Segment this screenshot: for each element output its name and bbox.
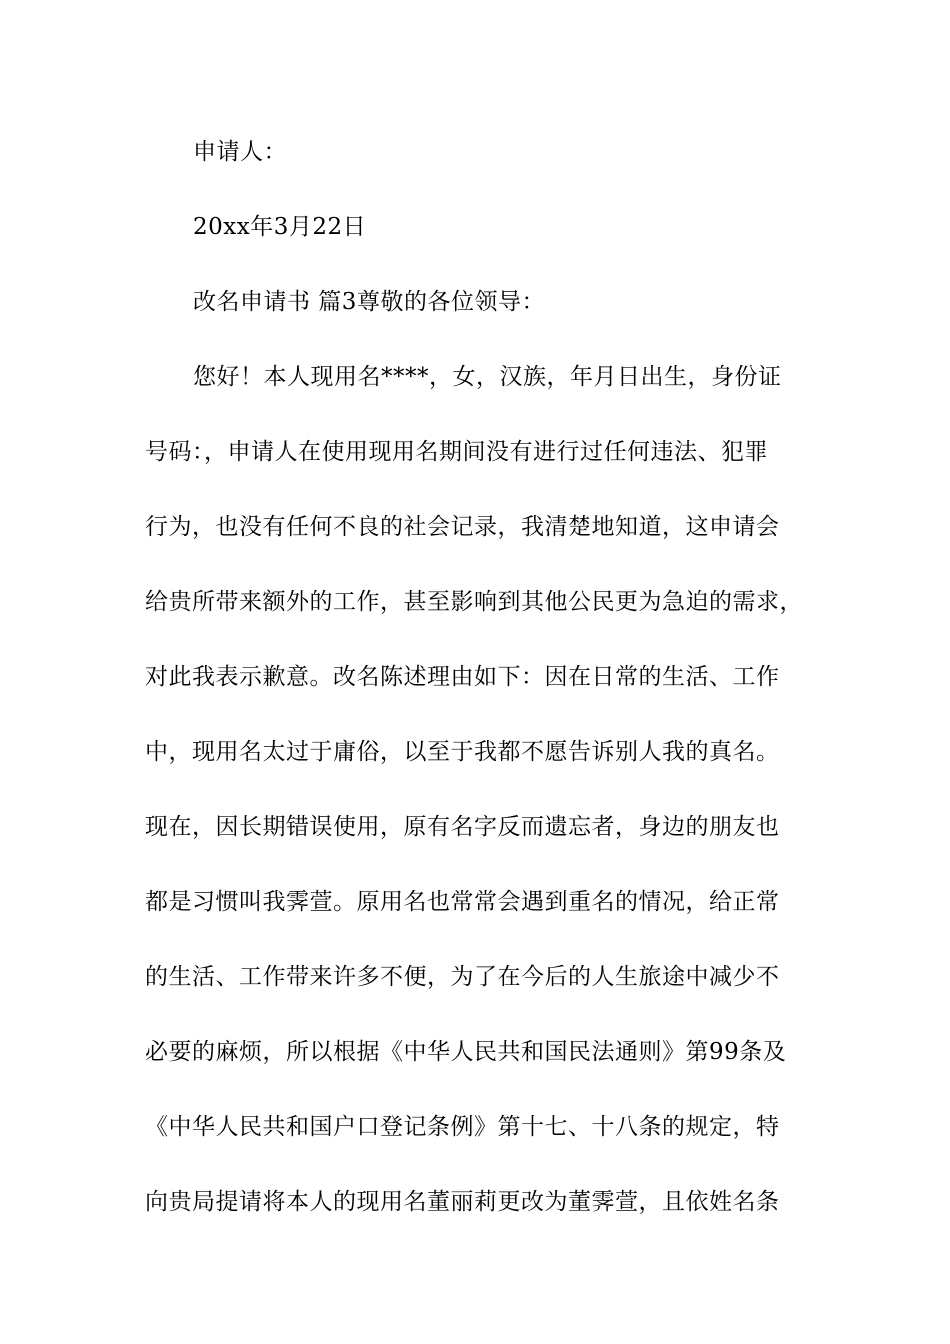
body-line: 您好！本人现用名****，女，汉族，年月日出生，身份证 <box>193 364 782 390</box>
body-line: 中，现用名太过于庸俗，以至于我都不愿告诉别人我的真名。 <box>145 739 780 765</box>
body-line: 必要的麻烦，所以根据《中华人民共和国民法通则》第99条及 <box>145 1039 787 1065</box>
section-heading: 改名申请书 篇3尊敬的各位领导： <box>193 289 545 315</box>
body-line: 行为，也没有任何不良的社会记录，我清楚地知道，这申请会 <box>145 514 780 540</box>
application-date: 20xx年3月22日 <box>193 214 367 240</box>
signature-label: 申请人： <box>193 139 287 165</box>
body-line: 《中华人民共和国户口登记条例》第十七、十八条的规定，特 <box>145 1114 780 1140</box>
body-line: 给贵所带来额外的工作，甚至影响到其他公民更为急迫的需求， <box>145 589 803 615</box>
body-line: 都是习惯叫我霁萱。原用名也常常会遇到重名的情况，给正常 <box>145 889 780 915</box>
body-line: 号码：，申请人在使用现用名期间没有进行过任何违法、犯罪 <box>145 439 768 465</box>
body-line: 的生活、工作带来许多不便，为了在今后的人生旅途中减少不 <box>145 964 780 990</box>
body-line: 向贵局提请将本人的现用名董丽莉更改为董霁萱，且依姓名条 <box>145 1189 780 1215</box>
body-line: 对此我表示歉意。改名陈述理由如下：因在日常的生活、工作 <box>145 664 780 690</box>
body-line: 现在，因长期错误使用，原有名字反而遗忘者，身边的朋友也 <box>145 814 780 840</box>
